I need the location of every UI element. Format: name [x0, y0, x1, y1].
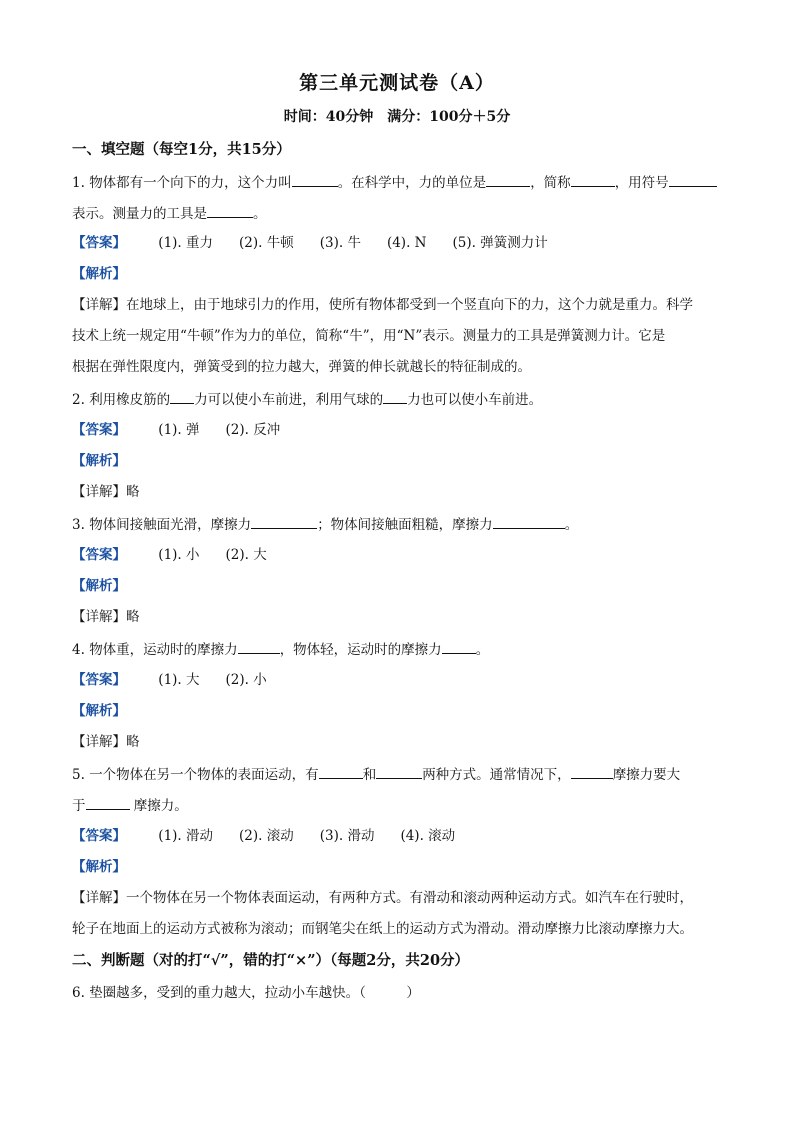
analysis-label: 【解析】 [72, 453, 126, 469]
answer-item: (1). 大 [158, 672, 200, 688]
section-heading: 一、填空题（每空1分，共15分） [72, 141, 291, 158]
detail-row [72, 482, 732, 502]
answer-label: 【答案】 [72, 828, 126, 844]
page-title: 第三单元测试卷（A） [299, 72, 495, 94]
question-text: 摩擦力要大 [612, 767, 681, 783]
answer-blank [493, 514, 565, 529]
answer-blank [292, 172, 338, 187]
analysis-row [72, 576, 732, 596]
answer-blank [238, 639, 280, 654]
answer-row [72, 670, 732, 690]
question-text: 表示。测量力的工具是 [72, 206, 207, 222]
question-6 [72, 983, 732, 1003]
question-number: 6. [72, 985, 85, 1001]
question-text: 物体重，运动时的摩擦力 [89, 642, 238, 658]
answer-blank [251, 514, 317, 529]
question-text: 一个物体在另一个物体的表面运动，有 [89, 767, 319, 783]
detail-text-line: 技术上统一规定用“牛顿”作为力的单位，简称“牛”，用“N”表示。测量力的工具是弹簧测力计。它是 [72, 328, 666, 344]
answer-label: 【答案】 [72, 422, 126, 438]
question-text: 两种方式。通常情况下， [422, 767, 571, 783]
question-text: 和 [362, 767, 377, 783]
analysis-label: 【解析】 [72, 859, 126, 875]
answer-blank [86, 795, 130, 810]
analysis-row [72, 451, 732, 471]
answer-item: (5). 弹簧测力计 [452, 235, 548, 251]
answer-item: (1). 重力 [158, 235, 214, 251]
answer-blank [319, 764, 363, 779]
answer-blank [207, 203, 253, 218]
question-4 [72, 639, 732, 660]
answer-item: (1). 小 [158, 547, 200, 563]
answer-blank [571, 764, 613, 779]
detail-text: 在地球上，由于地球引力的作用，使所有物体都受到一个竖直向下的力，这个力就是重力。科学 [126, 297, 693, 313]
question-text: 。 [475, 642, 490, 658]
detail-text: 略 [126, 609, 140, 625]
detail-text-line: 轮子在地面上的运动方式被称为滚动；而钢笔尖在纸上的运动方式为滑动。滑动摩擦力比滚动摩擦力大。 [72, 921, 693, 937]
answer-item: (4). 滚动 [400, 828, 456, 844]
analysis-label: 【解析】 [72, 578, 126, 594]
answer-blank [669, 172, 717, 187]
answer-row [72, 826, 732, 846]
question-3 [72, 514, 732, 535]
question-2 [72, 389, 732, 410]
question-text: ，物体轻，运动时的摩擦力 [279, 642, 442, 658]
analysis-label: 【解析】 [72, 703, 126, 719]
question-number: 5. [72, 767, 85, 783]
question-text: 摩擦力。 [129, 798, 188, 814]
question-text: 物体间接触面光滑，摩擦力 [89, 517, 252, 533]
question-number: 2. [72, 392, 85, 408]
question-text: ，用符号 [614, 175, 669, 191]
detail-row [72, 607, 732, 627]
question-text: 物体都有一个向下的力，这个力叫 [89, 175, 292, 191]
answer-blank [376, 764, 422, 779]
question-5 [72, 764, 732, 785]
detail-label: 【详解】 [72, 890, 126, 906]
analysis-row [72, 701, 732, 721]
detail-text: 一个物体在另一个物体表面运动，有两种方式。有滑动和滚动两种运动方式。如汽车在行驶时， [126, 890, 693, 906]
detail-row [72, 295, 732, 315]
answer-row [72, 545, 732, 565]
analysis-row [72, 264, 732, 284]
answer-blank [571, 172, 615, 187]
question-number: 3. [72, 517, 85, 533]
answer-item: (2). 反冲 [225, 422, 281, 438]
answer-label: 【答案】 [72, 547, 126, 563]
question-text: 力可以使小车前进，利用气球的 [194, 392, 384, 408]
answer-item: (3). 牛 [319, 235, 361, 251]
section-heading: 二、判断题（对的打“√”，错的打“×”）（每题2分，共20分） [72, 952, 470, 969]
answer-blank [442, 639, 476, 654]
answer-item: (3). 滑动 [319, 828, 375, 844]
answer-label: 【答案】 [72, 672, 126, 688]
answer-item: (2). 大 [225, 547, 267, 563]
answer-item: (4). N [386, 235, 427, 251]
question-1-cont [72, 203, 732, 224]
detail-label: 【详解】 [72, 609, 126, 625]
question-5-cont [72, 795, 732, 816]
question-number: 1. [72, 175, 85, 191]
analysis-row [72, 857, 732, 877]
question-1 [72, 172, 732, 193]
answer-item: (2). 滚动 [239, 828, 294, 844]
question-text: 。 [253, 206, 267, 222]
answer-row [72, 233, 732, 253]
detail-row [72, 888, 732, 908]
detail-label: 【详解】 [72, 734, 126, 750]
question-number: 4. [72, 642, 85, 658]
detail-label: 【详解】 [72, 297, 126, 313]
answer-blank [383, 389, 407, 404]
answer-blank [170, 389, 194, 404]
answer-blank [486, 172, 530, 187]
question-text: 。 [564, 517, 579, 533]
analysis-label: 【解析】 [72, 266, 126, 282]
answer-item: (2). 小 [225, 672, 267, 688]
question-text: 。在科学中，力的单位是 [337, 175, 487, 191]
answer-item: (1). 弹 [158, 422, 200, 438]
exam-meta: 时间：40分钟 满分：100分＋5分 [283, 109, 511, 125]
question-text: 垫圈越多，受到的重力越大，拉动小车越快。（ ） [89, 985, 420, 1001]
question-text: 力也可以使小车前进。 [407, 392, 543, 408]
answer-item: (2). 牛顿 [239, 235, 294, 251]
detail-text-line: 根据在弹性限度内，弹簧受到的拉力越大，弹簧的伸长就越长的特征制成的。 [72, 359, 531, 375]
detail-label: 【详解】 [72, 484, 126, 500]
detail-row [72, 732, 732, 752]
answer-row [72, 420, 732, 440]
question-text: 于 [72, 798, 86, 814]
detail-text: 略 [126, 484, 140, 500]
answer-item: (1). 滑动 [158, 828, 214, 844]
question-text: ；物体间接触面粗糙，摩擦力 [317, 517, 493, 533]
question-text: 利用橡皮筋的 [89, 392, 171, 408]
question-text: ，简称 [530, 175, 571, 191]
detail-text: 略 [126, 734, 140, 750]
answer-label: 【答案】 [72, 235, 126, 251]
